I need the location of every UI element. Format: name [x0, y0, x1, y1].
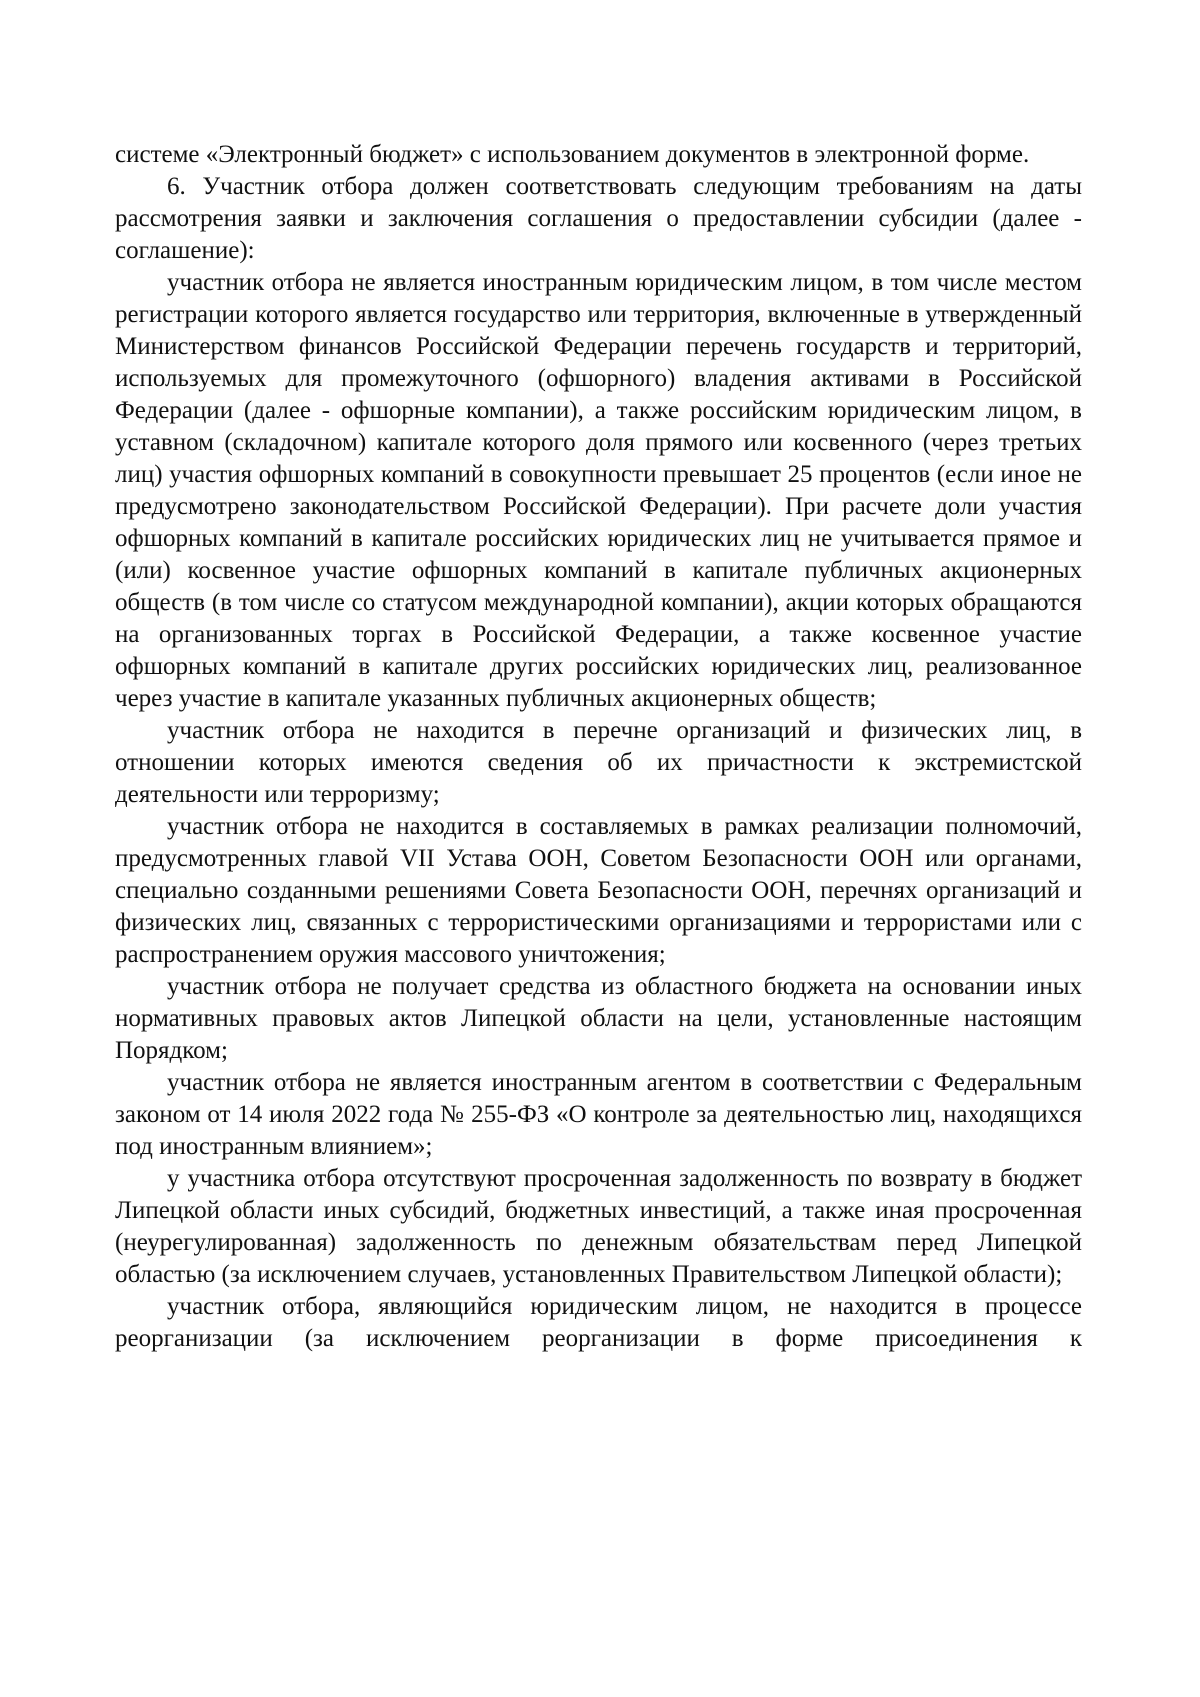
paragraph-reorganization-requirement: участник отбора, являющийся юридическим лицом, не находится в процессе реорганизации (за исключением реорганизации в форме присоединения к [115, 1293, 1082, 1352]
paragraph-regional-budget-requirement: участник отбора не получает средства из областного бюджета на основании иных нормативных правовых актов Липецкой области на цели, установленные настоящим Порядком; [115, 973, 1082, 1064]
paragraph-offshore-requirement: участник отбора не является иностранным юридическим лицом, в том числе местом регистрации которого является государство или территория, включенные в утвержденный Министерством финансов Российской Федерации перечень государств и территорий, используемых для промежуточного (офшорного) владения активами в Российской Федерации (далее - офшорные компании), а также российским юридическим лицом, в уставном (складочном) капитале которого доля прямого или косвенного (через третьих лиц) участия офшорных компаний в совокупности превышает 25 процентов (если иное не предусмотрено законодательством Российской Федерации). При расчете доли участия офшорных компаний в капитале российских юридических лиц не учитывается прямое и (или) косвенное участие офшорных компаний в капитале публичных акционерных обществ (в том числе со статусом международной компании), акции которых обращаются на организованных торгах в Российской Федерации, а также косвенное участие офшорных компаний в капитале других российских юридических лиц, реализованное через участие в капитале указанных публичных акционерных обществ; [115, 269, 1082, 712]
paragraph-debt-requirement: у участника отбора отсутствуют просроченная задолженность по возврату в бюджет Липецкой области иных субсидий, бюджетных инвестиций, а также иная просроченная (неурегулированная) задолженность по денежным обязательствам перед Липецкой областью (за исключением случаев, установленных Правительством Липецкой области); [115, 1165, 1082, 1288]
paragraph-extremism-requirement: участник отбора не находится в перечне организаций и физических лиц, в отношении которых имеются сведения об их причастности к экстремистской деятельности или терроризму; [115, 717, 1082, 808]
document-page [115, 139, 1082, 1355]
paragraph-foreign-agent-requirement: участник отбора не является иностранным агентом в соответствии с Федеральным законом от 14 июля 2022 года № 255-ФЗ «О контроле за деятельностью лиц, находящихся под иностранным влиянием»; [115, 1069, 1082, 1160]
paragraph-item-6: 6. Участник отбора должен соответствовать следующим требованиям на даты рассмотрения заявки и заключения соглашения о предоставлении субсидии (далее - соглашение): [115, 173, 1082, 264]
paragraph-un-sanctions-requirement: участник отбора не находится в составляемых в рамках реализации полномочий, предусмотренных главой VII Устава ООН, Советом Безопасности ООН или органами, специально созданными решениями Совета Безопасности ООН, перечнях организаций и физических лиц, связанных с террористическими организациями и террористами или с распространением оружия массового уничтожения; [115, 813, 1082, 968]
paragraph-continuation: системе «Электронный бюджет» с использованием документов в электронной форме. [115, 141, 1030, 168]
